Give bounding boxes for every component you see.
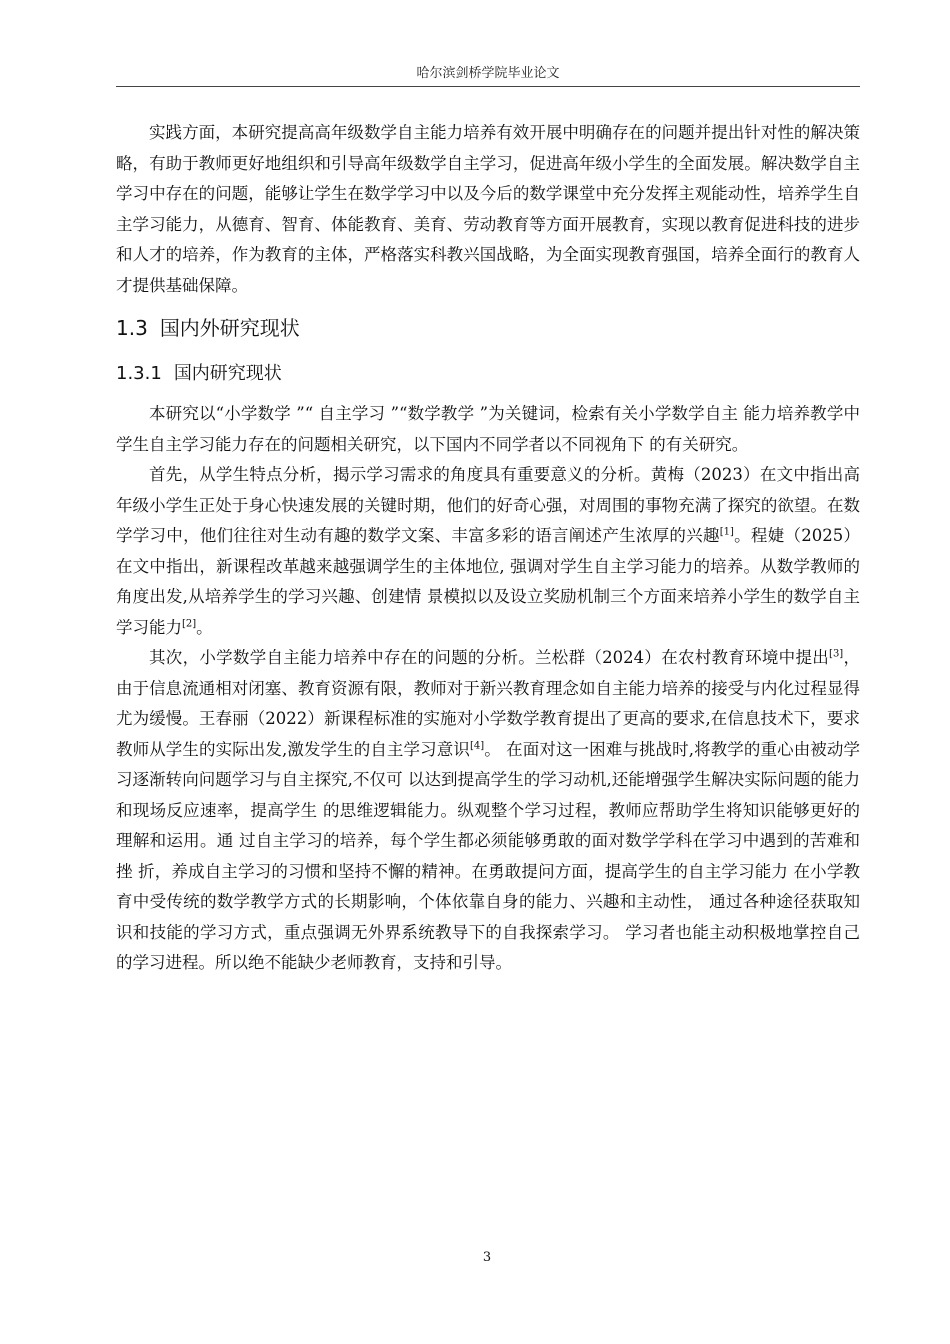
section-number: 1.3 xyxy=(116,316,148,340)
section-title: 国内外研究现状 xyxy=(159,316,300,340)
paragraph-text: 。 xyxy=(196,617,213,637)
paragraph-keywords: 本研究以“小学数学 ”“ 自主学习 ”“数学教学 ”为关键词，检索有关小学数学自主 能力培养教学中学生自主学习能力存在的问题相关研究，以下国内不同学者以不同视角下 的有关研究。 xyxy=(116,404,860,454)
paragraph-second xyxy=(116,643,860,979)
paragraph-practice: 实践方面，本研究提高高年级数学自主能力培养有效开展中明确存在的问题并提出针对性的解决策略，有助于教师更好地组织和引导高年级数学自主学习，促进高年级小学生的全面发展。解决数学自主学习中存在的问题，能够让学生在数学学习中以及今后的数学课堂中充分发挥主观能动性，培养学生自主学习能力，从德育、智育、体能教育、美育、劳动教育等方面开展教育，实现以教育促进科技的进步和人才的培养，作为教育的主体，严格落实科教兴国战略，为全面实现教育强国，培养全面行的教育人才提供基础保障。 xyxy=(116,123,860,295)
citation-ref: [2] xyxy=(182,618,197,629)
citation-ref: [4] xyxy=(469,740,485,751)
subsection-number: 1.3.1 xyxy=(116,363,162,384)
subsection-title: 国内研究现状 xyxy=(173,363,282,384)
paragraph-text: 其次，小学数学自主能力培养中存在的问题的分析。兰松群（2024）在农村教育环境中提出 xyxy=(149,648,830,667)
paragraph-text: 。程婕（2025） 在文中指出，新课程改革越来越强调学生的主体地位, 强调对学生自主学习能力的培养。从数学教师的角度出发,从培养学生的学习兴趣、创建情 景模拟以及设立奖励机制三个方面来培养小学生的数学自主学习能力 xyxy=(116,526,861,637)
citation-ref: [3] xyxy=(829,648,844,660)
running-header: 哈尔滨剑桥学院毕业论文 xyxy=(416,66,560,81)
paragraph-text: ，由于信息流通相对闭塞、教育资源有限，教师对于新兴教育理念如自主能力培养的接受与内化过程显得尤为缓慢。王春丽（2022）新课程标准的实施对小学数学教育提出了更高的要求,在信息技术下，要求教师从学生的实际出发,激发学生的自主学习意识 xyxy=(116,648,861,759)
subsection-heading-1-3-1 xyxy=(116,355,860,393)
paragraph-text: 。 在面对这一困难与挑战时,将教学的重心由被动学习逐渐转向问题学习与自主探究,不仅可 以达到提高学生的学习动机,还能增强学生解决实际问题的能力和现场反应速率，提高学生 的思维逻辑能力。纵观整个学习过程，教师应帮助学生将知识能够更好的理解和运用。通 过自主学习的培养，每个学生都必须能够勇敢的面对数学学科在学习中遇到的苦难和挫 折，养成自主学习的习惯和坚持不懈的精神。在勇敢提问方面，提高学生的自主学习能力 在小学教育中受传统的数学教学方式的长期影响，个体依靠自身的能力、兴趣和主动性， 通过各种途径获取知识和技能的学习方式，重点强调无外界系统教导下的自我探索学习。 学习者也能主动积极地掌控自己的学习进程。所以绝不能缺少老师教育，支持和引导。 xyxy=(116,739,860,972)
citation-ref: [1] xyxy=(719,526,734,538)
page-number: 3 xyxy=(482,1250,492,1265)
paragraph-text: 首先，从学生特点分析，揭示学习需求的角度具有重要意义的分析。黄梅（2023）在文中指出高年级小学生正处于身心快速发展的关键时期，他们的好奇心强，对周围的事物充满了探究的欲望。在数学学习中，他们往往对生动有趣的数学文案、丰富多彩的语言阐述产生浓厚的兴趣 xyxy=(116,465,860,545)
paragraph-first xyxy=(116,460,860,643)
page-body xyxy=(116,118,860,979)
header-divider xyxy=(116,86,860,87)
section-heading-1-3 xyxy=(116,309,860,347)
